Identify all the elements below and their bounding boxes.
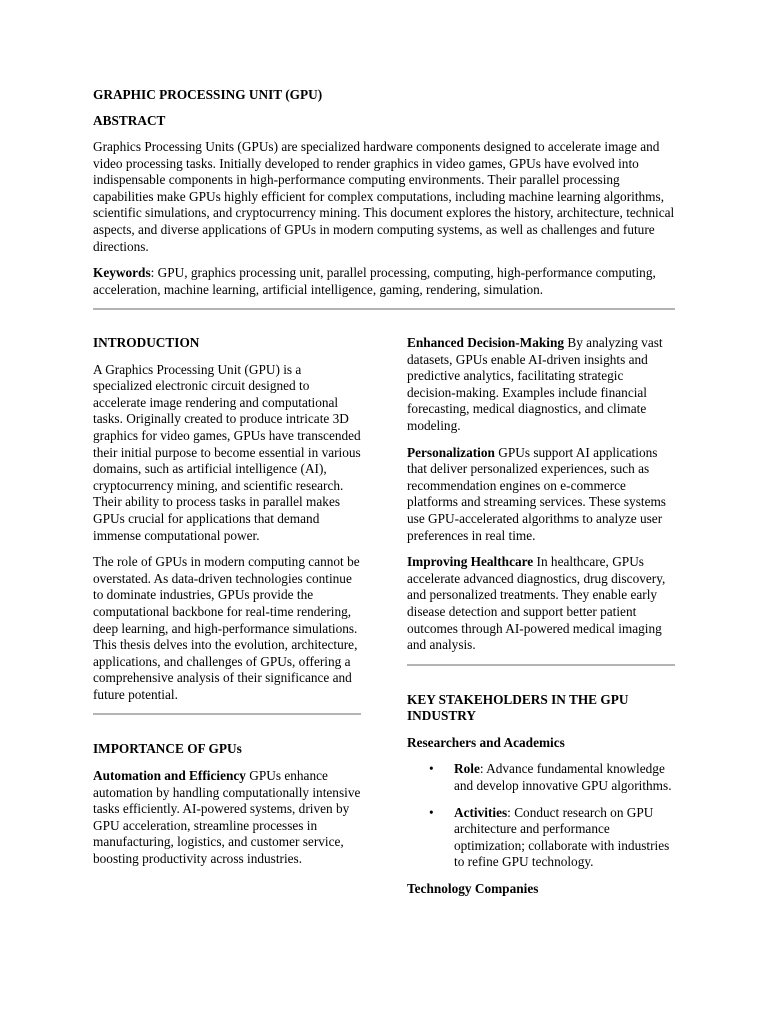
- importance-item-label: Enhanced Decision-Making: [407, 335, 564, 350]
- keywords-label: Keywords: [93, 265, 151, 280]
- stakeholders-heading: KEY STAKEHOLDERS IN THE GPU INDUSTRY: [407, 691, 629, 724]
- importance-item-label: Automation and Efficiency: [93, 768, 246, 784]
- importance-item-label: Personalization: [407, 444, 495, 460]
- stakeholder-group-title: Technology Companies: [407, 881, 539, 897]
- keywords-paragraph: [93, 265, 675, 298]
- keywords-text: : GPU, graphics processing unit, parallel processing, computing, high-performance computing, acceleration, machine learning, artificial intelligence, gaming, rendering, simulation.: [93, 265, 656, 297]
- importance-item-label: Improving Healthcare: [407, 554, 534, 570]
- list-item: [407, 761, 675, 794]
- stakeholder-bullet-list: [407, 761, 675, 871]
- importance-item-text: GPUs enhance automation by handling computationally intensive tasks efficiently. AI-powered systems, driven by GPU acceleration, streamline processes in manufacturing, logistics, and customer service, boosting productivity across industries.: [93, 768, 361, 867]
- introduction-heading: INTRODUCTION: [93, 335, 200, 350]
- abstract-text: Graphics Processing Units (GPUs) are specialized hardware components designed to accelerate image and video processing tasks. Initially developed to render graphics in video games, GPUs have evolved into indispensable components in high-performance computing environments. Their parallel processing capabilities make GPUs highly efficient for complex computations, including machine learning algorithms, scientific simulations, and cryptocurrency mining. This document explores the history, architecture, technical aspects, and diverse applications of GPUs in modern computing systems, as well as challenges and future directions.: [93, 139, 675, 254]
- bullet-text: : Advance fundamental knowledge and develop innovative GPU algorithms.: [454, 761, 672, 794]
- bullet-text: : Conduct research on GPU architecture and performance optimization; collaborate with industries to refine GPU technology.: [454, 804, 670, 870]
- importance-item-automation: [93, 768, 361, 868]
- importance-item-decision-making: [407, 335, 675, 435]
- document-title: GRAPHIC PROCESSING UNIT (GPU): [93, 87, 323, 102]
- stakeholder-group-title: Researchers and Academics: [407, 734, 565, 750]
- importance-item-text: By analyzing vast datasets, GPUs enable AI-driven insights and predictive analytics, facilitating strategic decision-making. Examples include financial forecasting, medical diagnostics, and climate modeling.: [407, 335, 663, 433]
- importance-item-text: In healthcare, GPUs accelerate advanced diagnostics, drug discovery, and personalized treatments. They enable early disease detection and support better patient outcomes through AI-powered medical imaging and analysis.: [407, 554, 666, 653]
- introduction-paragraph-1: A Graphics Processing Unit (GPU) is a specialized electronic circuit designed to accelerate image rendering and computational tasks. Originally created to produce intricate 3D graphics for video games, GPUs have transcended their initial purpose to become essential in various domains, such as artificial intelligence (AI), cryptocurrency mining, and scientific research. Their ability to process tasks in parallel makes GPUs crucial for applications that demand immense computational power.: [93, 361, 361, 543]
- abstract-heading: ABSTRACT: [93, 113, 166, 128]
- importance-item-text: GPUs support AI applications that deliver personalized experiences, such as recommendation engines on e-commerce platforms and streaming services. These systems use GPU-accelerated algorithms to analyze user preferences in real time.: [407, 444, 666, 543]
- section-divider: [93, 308, 675, 310]
- list-item: [407, 805, 675, 871]
- importance-heading: IMPORTANCE OF GPUs: [93, 741, 242, 757]
- introduction-paragraph-2: The role of GPUs in modern computing cannot be overstated. As data-driven technologies continue to dominate industries, GPUs provide the computational backbone for real-time rendering, deep learning, and high-performance simulations. This thesis delves into the evolution, architecture, applications, and challenges of GPUs, offering a comprehensive analysis of their significance and future potential.: [93, 554, 360, 702]
- column-divider: [407, 664, 675, 666]
- bullet-icon: •: [429, 804, 434, 820]
- column-divider: [93, 713, 361, 715]
- bullet-label: Activities: [454, 804, 508, 820]
- left-column: [93, 335, 361, 878]
- importance-item-personalization: [407, 445, 675, 545]
- right-column: [407, 335, 675, 908]
- importance-item-healthcare: [407, 554, 675, 654]
- bullet-icon: •: [429, 761, 434, 777]
- bullet-label: Role: [454, 761, 480, 777]
